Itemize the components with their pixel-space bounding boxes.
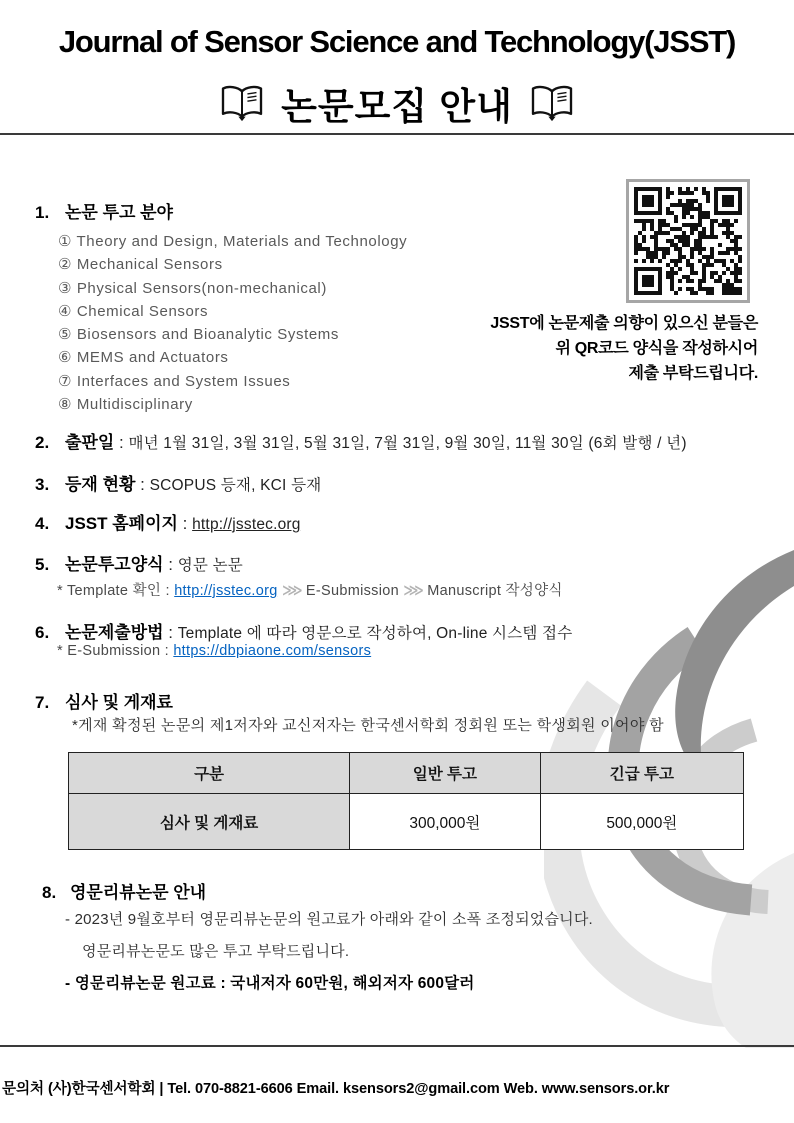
section-1-heading (35, 198, 173, 223)
separator: : (163, 623, 178, 642)
qr-caption-line: 제출 부탁드립니다. (628, 365, 758, 382)
separator: : (114, 433, 129, 452)
section-4-heading (35, 509, 301, 534)
section-title: JSST 홈페이지 (65, 514, 178, 533)
submission-method: Template 에 따라 영문으로 작성하여, On-line 시스템 접수 (177, 625, 573, 642)
section-title: 영문리뷰논문 안내 (70, 883, 207, 902)
template-note (57, 579, 563, 600)
list-item: ② Mechanical Sensors (58, 256, 223, 274)
template-note-prefix: * Template 확인 : (57, 583, 175, 599)
footer-contact: 문의처 (사)한국센서학회 | Tel. 070-8821-6606 Email. ksensors2@gmail.com Web. www.sensors.or.kr (2, 1081, 670, 1097)
col-header-category: 구분 (69, 753, 350, 794)
list-item: ⑤ Biosensors and Bioanalytic Systems (58, 326, 339, 344)
membership-note: *게재 확정된 논문의 제1저자와 교신저자는 한국센서학회 정회원 또는 학생회원 이어야 함 (72, 717, 664, 734)
separator: : (177, 514, 193, 533)
journal-title: Journal of Sensor Science and Technology(JSST) (58, 24, 736, 59)
section-number: 2. (35, 433, 50, 452)
section-5-heading (35, 550, 243, 575)
col-header-urgent: 긴급 투고 (540, 753, 743, 794)
page-subtitle: 논문모집 안내 (281, 86, 513, 127)
section-number: 6. (35, 623, 50, 642)
homepage-link[interactable]: http://jsstec.org (192, 516, 301, 533)
separator: : (163, 555, 178, 574)
e-submission-label: E-Submission (301, 583, 404, 599)
list-item: ⑥ MEMS and Actuators (58, 349, 229, 367)
section-number: 4. (35, 514, 50, 533)
qr-caption-line: JSST에 논문제출 의향이 있으신 분들은 (490, 315, 758, 332)
section-number: 8. (42, 883, 57, 902)
publication-dates: 매년 1월 31일, 3월 31일, 5월 31일, 7월 31일, 9월 30일, 11월 30일 (6회 발행 / 년) (128, 435, 687, 452)
section-title: 논문제출방법 (65, 623, 164, 642)
open-book-icon (529, 84, 575, 122)
section-number: 3. (35, 475, 50, 494)
list-item: ① Theory and Design, Materials and Technology (58, 233, 408, 250)
section-title: 심사 및 게재료 (65, 693, 173, 712)
chevron-icon: ⋙ (403, 583, 423, 599)
section-title: 논문투고양식 (65, 555, 164, 574)
section-title: 등재 현황 (65, 475, 136, 494)
section-8-heading (42, 878, 206, 903)
review-fee-line: - 영문리뷰논문 원고료 : 국내저자 60만원, 해외저자 600달러 (65, 975, 475, 992)
e-submission-link[interactable]: https://dbpiaone.com/sensors (173, 643, 372, 659)
section-3-heading (35, 470, 321, 495)
open-book-icon (219, 84, 265, 122)
section-title: 출판일 (65, 433, 115, 452)
indexing-status: SCOPUS 등재, KCI 등재 (149, 477, 322, 494)
section-title: 논문 투고 분야 (65, 203, 173, 222)
chevron-icon: ⋙ (281, 583, 302, 599)
section-2-heading (35, 428, 687, 453)
list-item: ⑧ Multidisciplinary (58, 396, 193, 414)
list-item: ④ Chemical Sensors (58, 302, 209, 320)
list-item: ⑦ Interfaces and System Issues (58, 372, 291, 390)
row-label-fee: 심사 및 게재료 (69, 794, 350, 850)
fee-table (68, 752, 744, 850)
section-number: 5. (35, 555, 50, 574)
qr-caption-line: 위 QR코드 양식을 작성하시어 (555, 340, 758, 357)
e-submission-note (57, 643, 371, 659)
footer-divider (0, 1045, 794, 1047)
section-7-heading (35, 688, 173, 713)
table-header-row (69, 753, 744, 794)
subtitle-row (0, 76, 794, 130)
manuscript-language: 영문 논문 (177, 557, 243, 574)
e-submission-prefix: * E-Submission : (57, 643, 174, 659)
header-divider (0, 133, 794, 135)
section-number: 1. (35, 203, 50, 222)
section-number: 7. (35, 693, 50, 712)
submission-field-list (58, 230, 407, 416)
normal-fee-value: 300,000원 (350, 794, 541, 850)
template-link[interactable]: http://jsstec.org (174, 583, 278, 599)
separator: : (135, 475, 150, 494)
qr-code (634, 187, 742, 295)
section-6-heading (35, 618, 572, 643)
review-notice-line: - 2023년 9월호부터 영문리뷰논문의 원고료가 아래와 같이 소폭 조정되었습니다. (65, 911, 593, 928)
manuscript-format-label: Manuscript 작성양식 (422, 583, 563, 599)
table-row (69, 794, 744, 850)
qr-caption (455, 311, 758, 386)
urgent-fee-value: 500,000원 (540, 794, 743, 850)
col-header-normal: 일반 투고 (350, 753, 541, 794)
list-item: ③ Physical Sensors(non-mechanical) (58, 279, 327, 297)
qr-code-frame (626, 179, 750, 303)
review-notice-line: 영문리뷰논문도 많은 투고 부탁드립니다. (82, 943, 350, 960)
